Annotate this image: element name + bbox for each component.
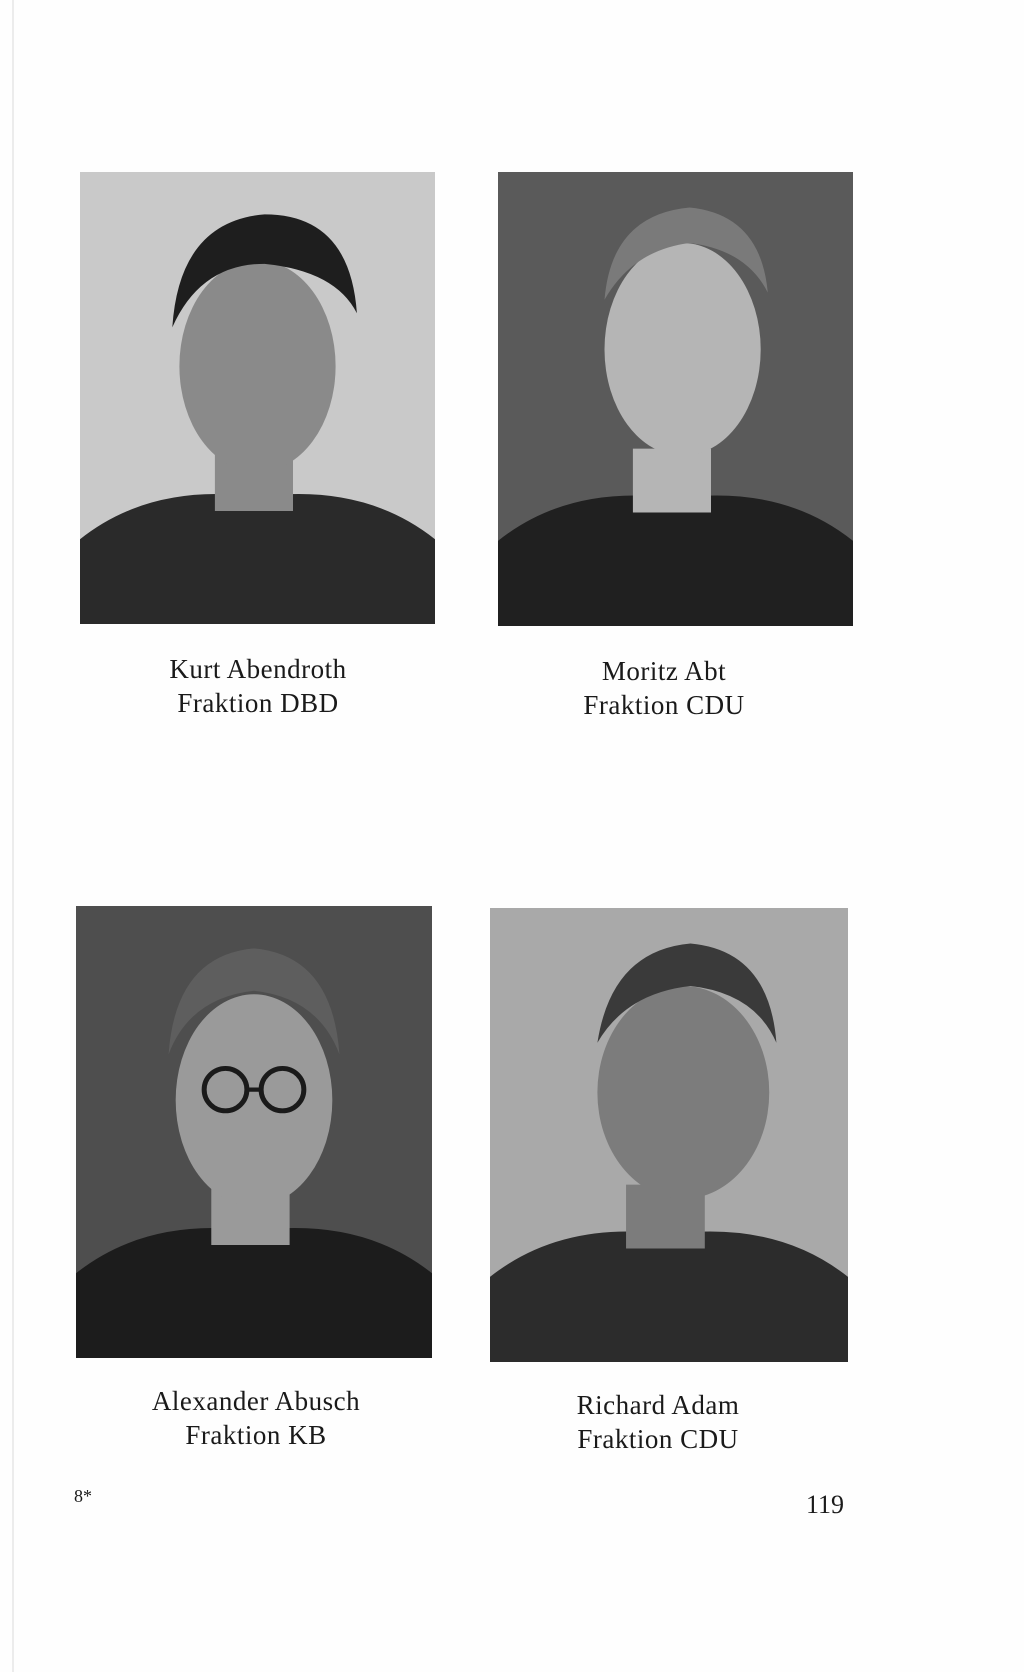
member-faction: Fraktion DBD [177, 688, 339, 718]
member-name: Kurt Abendroth [169, 654, 347, 684]
portrait-figure [80, 172, 435, 624]
member-name: Alexander Abusch [151, 1386, 361, 1416]
page-number: 119 [806, 1490, 845, 1519]
portrait-caption [78, 652, 438, 720]
portrait-photo-moritz-abt [498, 172, 853, 626]
portrait-caption [76, 1384, 436, 1452]
portrait-photo-richard-adam [490, 908, 848, 1362]
member-faction: Fraktion CDU [577, 1424, 739, 1454]
member-name: Moritz Abt [601, 656, 727, 686]
portrait-caption [478, 1388, 838, 1456]
portrait-figure [498, 172, 853, 626]
portrait-photo-alexander-abusch [76, 906, 432, 1358]
binding-edge [12, 0, 14, 1672]
portrait-figure [76, 906, 432, 1358]
member-name: Richard Adam [576, 1390, 740, 1420]
portrait-photo-kurt-abendroth [80, 172, 435, 624]
portrait-caption [484, 654, 844, 722]
portrait-figure [490, 908, 848, 1362]
member-faction: Fraktion CDU [583, 690, 745, 720]
signature-mark: 8* [74, 1486, 92, 1506]
member-faction: Fraktion KB [185, 1420, 327, 1450]
